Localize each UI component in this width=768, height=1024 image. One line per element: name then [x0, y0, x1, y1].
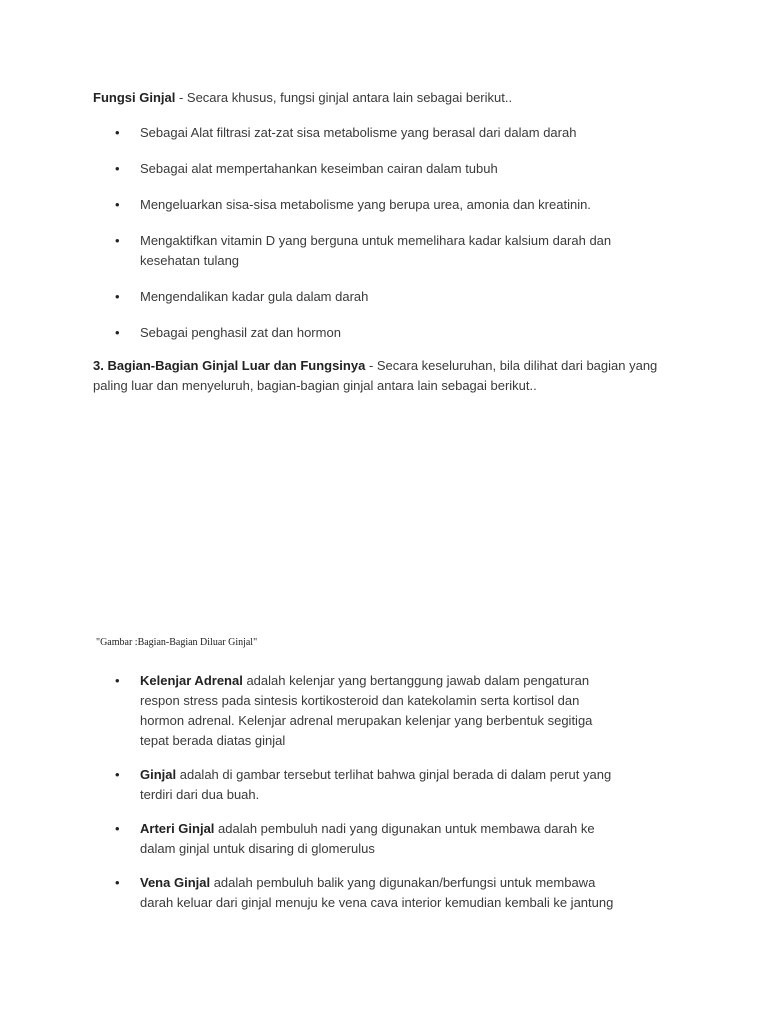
list-item	[93, 195, 693, 215]
intro-paragraph	[93, 88, 663, 108]
bullet-icon: •	[115, 767, 120, 782]
list-item	[93, 765, 693, 805]
bullet-icon: •	[115, 875, 120, 890]
bullet-icon: •	[115, 233, 120, 248]
list-item	[93, 323, 693, 343]
intro-text: - Secara khusus, fungsi ginjal antara lain sebagai berikut..	[175, 90, 513, 105]
part-term: Arteri Ginjal	[140, 821, 215, 836]
list-item-text: Mengaktifkan vitamin D yang berguna untuk memelihara kadar kalsium darah dan kesehatan tulang	[140, 233, 612, 268]
list-item	[93, 159, 693, 179]
list-item-text: Mengendalikan kadar gula dalam darah	[140, 289, 369, 304]
figure-caption: "Gambar :Bagian-Bagian Diluar Ginjal"	[96, 637, 258, 648]
list-item	[93, 671, 693, 751]
bullet-icon: •	[115, 125, 120, 140]
list-item	[93, 231, 693, 271]
list-item-text: Sebagai penghasil zat dan hormon	[140, 325, 341, 340]
parts-list	[93, 671, 693, 927]
list-item-text: Sebagai alat mempertahankan keseimban cairan dalam tubuh	[140, 161, 498, 176]
bullet-icon: •	[115, 325, 120, 340]
bullet-icon: •	[115, 673, 120, 688]
part-description: adalah pembuluh nadi yang digunakan untuk membawa darah ke dalam ginjal untuk disaring di glomerulus	[140, 821, 595, 856]
list-item	[93, 819, 693, 859]
list-item	[93, 873, 693, 913]
section-3-paragraph	[93, 356, 663, 396]
function-list	[93, 123, 693, 359]
figure-image-placeholder	[93, 410, 673, 625]
part-description: adalah di gambar tersebut terlihat bahwa ginjal berada di dalam perut yang terdiri dari dua buah.	[140, 767, 612, 802]
list-item	[93, 123, 693, 143]
section-3-title: 3. Bagian-Bagian Ginjal Luar dan Fungsinya	[93, 358, 366, 373]
bullet-icon: •	[115, 161, 120, 176]
bullet-icon: •	[115, 821, 120, 836]
list-item-text: Sebagai Alat filtrasi zat-zat sisa metabolisme yang berasal dari dalam darah	[140, 125, 577, 140]
part-term: Vena Ginjal	[140, 875, 211, 890]
list-item	[93, 287, 693, 307]
section-3-text: - Secara keseluruhan, bila dilihat dari bagian yang paling luar dan menyeluruh, bagian-bagian ginjal antara lain sebagai berikut..	[93, 358, 658, 393]
list-item-text: Mengeluarkan sisa-sisa metabolisme yang berupa urea, amonia dan kreatinin.	[140, 197, 591, 212]
part-term: Ginjal	[140, 767, 177, 782]
part-term: Kelenjar Adrenal	[140, 673, 243, 688]
bullet-icon: •	[115, 289, 120, 304]
bullet-icon: •	[115, 197, 120, 212]
part-description: adalah pembuluh balik yang digunakan/berfungsi untuk membawa darah keluar dari ginjal menuju ke vena cava interior kemudian kembali ke jantung	[140, 875, 614, 910]
intro-title: Fungsi Ginjal	[93, 90, 176, 105]
part-description: adalah kelenjar yang bertanggung jawab dalam pengaturan respon stress pada sintesis kortikosteroid dan katekolamin serta kortisol dan hormon adrenal. Kelenjar adrenal merupakan kelenjar yang berbentuk segitiga tepat berada diatas ginjal	[140, 673, 593, 748]
